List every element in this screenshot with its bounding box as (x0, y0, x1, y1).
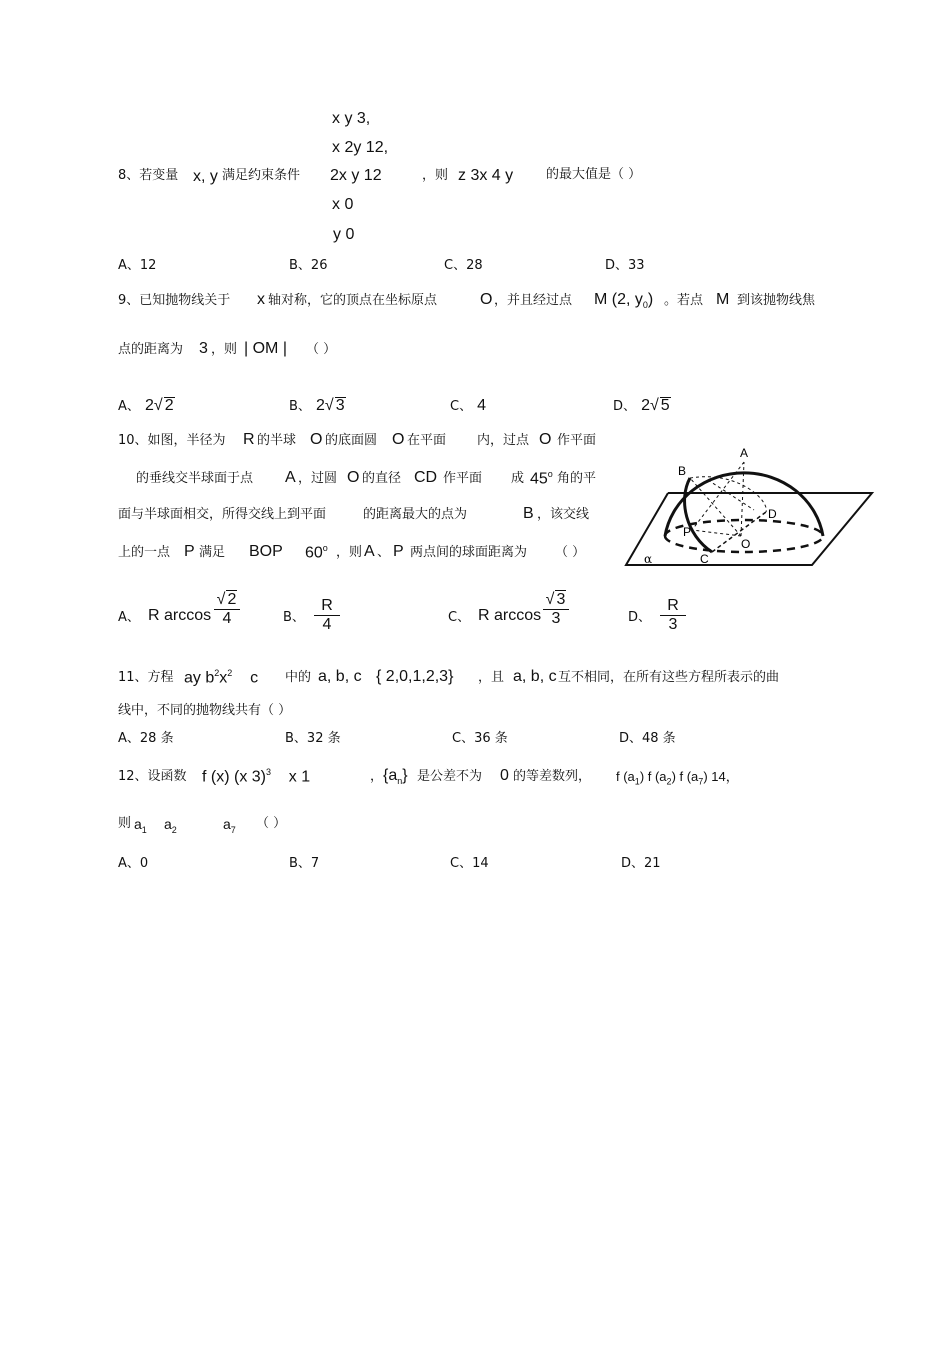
q9-option-b-rad: 3 (335, 397, 345, 414)
q10-hemisphere-figure (620, 440, 880, 575)
q9-sub-0: 0 (642, 300, 648, 311)
q10-l4-seg5: o (322, 543, 328, 553)
q10-option-a-den: 4 (214, 609, 240, 628)
q9-l1-m (594, 292, 653, 310)
diameter-cd (712, 512, 766, 552)
q8-option-a[interactable]: A、12 (118, 258, 157, 273)
q8-constraint-4: x 0 (332, 196, 354, 213)
q9-l1-o: O (480, 291, 493, 308)
q10-l1-seg2: 的半球 (257, 433, 297, 448)
q12-a1-var: a (134, 816, 142, 832)
q12-sum-mid: ) f (a (639, 769, 667, 784)
q9-l1-a: 9、已知抛物线关于 (118, 293, 231, 308)
q10-option-a-label[interactable]: A、 (118, 610, 140, 625)
q11-option-b[interactable]: B、32 条 (285, 731, 341, 746)
q11-abc2: a, b, c (513, 668, 557, 685)
q12-l2-a: 则 (118, 816, 132, 831)
q12-l1-a: 12、设函数 (118, 769, 187, 784)
q10-l2-seg9: o (547, 469, 553, 479)
q12-a2-sub: 2 (171, 824, 177, 835)
q9-l1-e: 到该抛物线焦 (737, 293, 816, 308)
q9-option-b-coef: 2 (316, 397, 325, 414)
q10-l2-seg2: ，过圆 (298, 471, 338, 486)
q10-l4-seg9: P (393, 543, 404, 560)
sqrt-symbol: √ (324, 397, 334, 414)
q10-option-c-label[interactable]: C、 (448, 610, 471, 625)
q11-option-a[interactable]: A、28 条 (118, 731, 174, 746)
q9-option-a[interactable] (118, 397, 175, 414)
q12-a1 (134, 817, 147, 835)
q12-l2-b: （ ） (256, 816, 287, 831)
q9-l1-d: 。若点 (664, 293, 704, 308)
q10-l2-seg8: 45 (530, 470, 548, 488)
q12-option-a[interactable]: A、0 (118, 856, 149, 871)
q12-an-sub: n (397, 776, 403, 787)
q9-l2-c: （ ） (306, 342, 337, 357)
q9-l2-3: 3 (199, 340, 208, 357)
q10-l4-seg1: P (184, 543, 195, 560)
q10-option-b-label[interactable]: B、 (283, 610, 305, 625)
q9-l2-om: | OM | (244, 340, 287, 357)
q10-l2-seg0: 的垂线交半球面于点 (136, 471, 254, 486)
q9-option-c-label: C、 (450, 399, 473, 414)
q8-objective: z 3x 4 y (458, 167, 514, 184)
q10-l4-seg7: A (364, 543, 375, 560)
q10-option-a-num: 2 (227, 591, 237, 608)
q12-fx: f (x) (x 3) (202, 768, 266, 786)
q9-l2-b: ，则 (211, 342, 238, 357)
q10-l4-seg0: 上的一点 (118, 545, 171, 560)
q10-l2-seg5: CD (414, 469, 438, 486)
q9-option-d[interactable] (613, 397, 671, 414)
q12-l1-d: 的等差数列， (513, 769, 592, 784)
sqrt-symbol: √ (153, 397, 163, 414)
q10-l4-seg10: 两点间的球面距离为 (410, 545, 528, 560)
q10-l2-seg6: 作平面 (443, 471, 483, 486)
q12-sum-s7: 7 (698, 776, 704, 787)
q10-option-b-num: R (321, 597, 333, 614)
q8-stem-d: 的最大值是（ ） (546, 167, 642, 182)
q10-l1-seg8: O (539, 431, 552, 448)
q10-l4-seg3: BOP (249, 543, 283, 560)
segment-op (692, 530, 741, 536)
q10-option-d-num: R (667, 597, 679, 614)
q11-option-d[interactable]: D、48 条 (619, 731, 676, 746)
q12-sequence (383, 768, 408, 786)
tilted-arc (685, 478, 712, 552)
q11-l1-d: 互不相同，在所有这些方程所表示的曲 (558, 670, 780, 685)
q10-l1-seg9: 作平面 (557, 433, 597, 448)
q12-zero: 0 (500, 767, 509, 784)
q9-l1-c: ，并且经过点 (494, 293, 573, 308)
q10-option-a-frac (214, 590, 240, 628)
q11-set: { 2,0,1,2,3} (376, 668, 454, 685)
q12-fx-tail: x 1 (288, 768, 311, 786)
q12-a7-var: a (223, 816, 231, 832)
q8-option-c[interactable]: C、28 (444, 258, 483, 273)
q10-l3-seg0: 面与半球面相交，所得交线上到平面 (118, 507, 327, 522)
q8-option-d[interactable]: D、33 (605, 258, 645, 273)
segment-bp (708, 480, 754, 510)
label-o: O (741, 537, 751, 551)
q12-option-c[interactable]: C、14 (450, 856, 489, 871)
q10-l4-seg6: ，则 (336, 545, 363, 560)
q10-l4-seg8: 、 (377, 545, 391, 560)
q12-an-end: } (402, 767, 408, 784)
q10-l1-seg3: O (310, 431, 323, 448)
q9-option-b-label: B、 (289, 399, 311, 414)
q12-a1-sub: 1 (141, 824, 147, 835)
q10-l1-seg7: 内，过点 (477, 433, 530, 448)
q9-l2-a: 点的距离为 (118, 342, 184, 357)
q10-option-d-frac (660, 597, 686, 634)
q10-l1-seg1: R (243, 431, 255, 448)
q8-stem-a: 8、若变量 (118, 168, 179, 183)
q9-l1-x: x (257, 291, 265, 308)
q12-sum-1: f (a (616, 769, 635, 784)
q12-sum-s2: 2 (666, 776, 672, 787)
q10-option-c-frac (543, 590, 569, 628)
q9-option-c[interactable] (450, 397, 486, 414)
q10-option-c-den: 3 (543, 609, 569, 628)
q10-l3-seg3: ，该交线 (537, 507, 590, 522)
q12-a2-var: a (164, 816, 172, 832)
q11-eq-x: x (219, 669, 228, 687)
q10-option-b-frac (314, 597, 340, 634)
q9-option-a-label: A、 (118, 399, 140, 414)
q12-function (202, 768, 310, 785)
q9-point-m: M (2, y (594, 291, 643, 308)
q10-option-d-den: 3 (660, 615, 686, 634)
q9-option-d-label: D、 (613, 399, 637, 414)
q10-l2-seg4: 的直径 (362, 471, 402, 486)
q11-l1-c: ，且 (478, 670, 505, 685)
q10-option-c-pre: R arccos (478, 607, 542, 624)
q12-l1-c: 是公差不为 (417, 769, 483, 784)
q10-option-a-pre: R arccos (148, 607, 212, 624)
q10-l2-seg3: O (347, 469, 360, 486)
q10-l1-seg6: 在平面 (407, 433, 447, 448)
q9-l1-m2: M (716, 291, 730, 308)
q10-l4-seg4: 60 (305, 544, 323, 562)
q8-constraint-1: x y 3, (332, 110, 371, 127)
q10-option-c-num: 3 (556, 591, 566, 608)
q12-sum-end: ) 14， (703, 769, 739, 784)
q8-stem-c: ，则 (422, 168, 449, 183)
q11-eq-part1: ay b (184, 669, 215, 687)
q10-l1-seg4: 的底面圆 (325, 433, 378, 448)
q12-option-d[interactable]: D、21 (621, 856, 661, 871)
plane-alpha (626, 493, 872, 565)
q9-option-b[interactable] (289, 397, 346, 414)
q9-point-m-end: ) (647, 291, 654, 308)
q10-angle-60 (305, 544, 328, 561)
q10-l2-seg10: 角的平 (557, 471, 597, 486)
label-b: B (678, 464, 687, 478)
q10-l1-seg0: 10、如图，半径为 (118, 433, 226, 448)
q12-a7 (223, 817, 236, 835)
q8-vars: x, y (193, 168, 218, 185)
q12-l1-b: ， (370, 769, 384, 784)
sqrt-symbol: √ (650, 397, 659, 414)
q12-an: {a (383, 767, 398, 784)
q9-option-c-coef: 4 (477, 397, 487, 414)
q10-l1-seg5: O (392, 431, 405, 448)
q8-constraint-3: 2x y 12 (330, 167, 382, 184)
q12-a2 (164, 817, 177, 835)
label-a: A (740, 446, 749, 460)
q12-sum-s1: 1 (634, 776, 640, 787)
q10-l3-seg1: 的距离最大的点为 (363, 507, 468, 522)
label-c: C (700, 552, 709, 566)
q10-option-d-label[interactable]: D、 (628, 610, 652, 625)
q12-a7-sub: 7 (230, 824, 236, 835)
q11-abc: a, b, c (318, 668, 362, 685)
q10-l2-seg7: 成 (511, 471, 525, 486)
sqrt-symbol: √ (545, 591, 555, 608)
q9-l1-b: 轴对称，它的顶点在坐标原点 (268, 293, 438, 308)
q10-angle-45 (530, 470, 553, 487)
q12-sum-mid2: ) f (a (671, 769, 699, 784)
sqrt-symbol: √ (216, 591, 226, 608)
q12-sum (616, 770, 739, 787)
q10-option-b-den: 4 (314, 615, 340, 634)
q11-l1-a: 11、方程 (118, 670, 174, 685)
q11-l1-b: 中的 (285, 670, 312, 685)
q9-option-a-coef: 2 (145, 397, 154, 414)
q10-l4-seg11: （ ） (555, 545, 586, 560)
q11-eq-sup1: 2 (214, 668, 220, 678)
q9-option-d-coef: 2 (641, 397, 651, 414)
q9-option-a-rad: 2 (164, 397, 174, 414)
q11-eq-c: c (250, 669, 259, 687)
q11-option-c[interactable]: C、36 条 (452, 731, 508, 746)
q8-option-b[interactable]: B、26 (289, 258, 328, 273)
q9-option-d-rad: 5 (660, 397, 670, 414)
q11-equation (184, 669, 258, 686)
q11-eq-sup2: 2 (227, 668, 233, 678)
label-p: P (683, 525, 692, 539)
q8-constraint-5: y 0 (333, 226, 355, 243)
q8-constraint-2: x 2y 12, (332, 139, 389, 156)
q11-l2: 线中，不同的抛物线共有（ ） (118, 703, 292, 718)
q10-l2-seg1: A (285, 469, 296, 486)
q10-l3-seg2: B (523, 505, 534, 522)
q8-stem-b: 满足约束条件 (222, 168, 301, 183)
q10-l4-seg2: 满足 (199, 545, 226, 560)
label-alpha: α (644, 552, 653, 566)
q12-option-b[interactable]: B、7 (289, 856, 320, 871)
q12-fx-sup: 3 (266, 767, 272, 777)
label-d: D (768, 507, 777, 521)
